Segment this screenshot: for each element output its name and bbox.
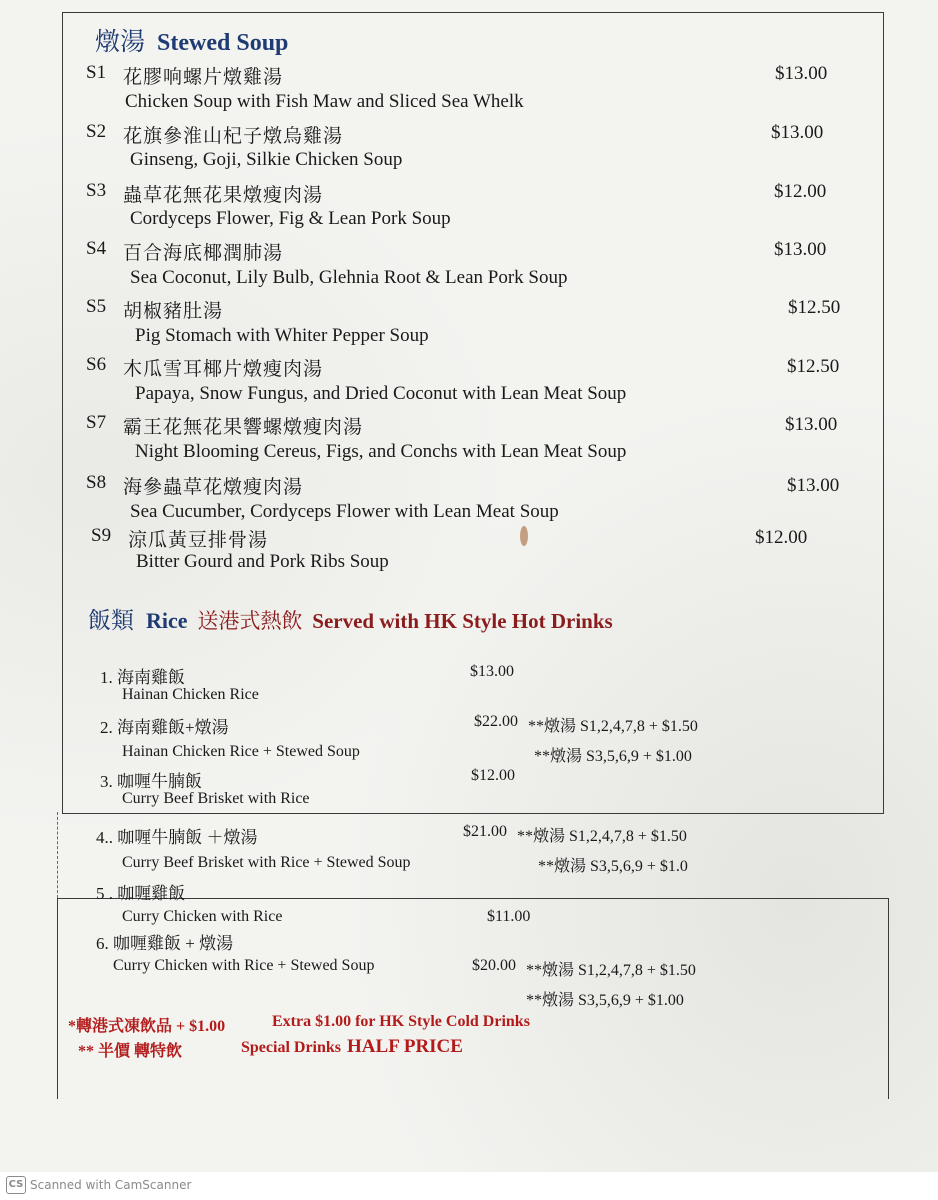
rice-item-price: $13.00: [470, 663, 514, 680]
half-price-label: HALF PRICE: [347, 1036, 463, 1057]
rice-item-name-en: Hainan Chicken Rice + Stewed Soup: [122, 743, 360, 760]
soup-code: S2: [86, 121, 107, 142]
soup-name-en: Night Blooming Cereus, Figs, and Conchs with Lean Meat Soup: [135, 441, 627, 462]
soup-price: $13.00: [785, 414, 838, 435]
soup-code: S1: [86, 62, 107, 83]
stain-mark: [520, 526, 528, 546]
rice-title-en: Rice: [146, 608, 188, 633]
soup-name-zh: 胡椒豬肚湯: [123, 301, 224, 322]
soup-price: $12.50: [787, 356, 840, 377]
soup-price: $13.00: [771, 122, 824, 143]
soup-code: S7: [86, 412, 107, 433]
rice-title-zh: 飯類: [88, 608, 134, 633]
soup-code: S3: [86, 180, 107, 201]
rice-item-name-zh: 2. 海南雞飯+燉湯: [100, 718, 229, 737]
rice-item-soup-note: **燉湯 S3,5,6,9 + $1.00: [534, 748, 692, 765]
rice-item-name-zh: 6. 咖喱雞飯 + 燉湯: [96, 934, 234, 953]
soup-name-zh: 涼瓜黃豆排骨湯: [128, 530, 269, 551]
rice-item-name-en: Curry Chicken with Rice + Stewed Soup: [113, 957, 375, 974]
soup-name-zh: 花膠响螺片燉雞湯: [123, 67, 284, 88]
soup-price: $12.50: [788, 297, 841, 318]
rice-item-price: $20.00: [472, 957, 516, 974]
rice-item-name-zh: 1. 海南雞飯: [100, 668, 185, 687]
rice-item-name-zh: 3. 咖喱牛腩飯: [100, 772, 202, 791]
soup-name-zh: 百合海底椰潤肺湯: [123, 243, 284, 264]
rice-item-name-en: Hainan Chicken Rice: [122, 686, 259, 703]
rice-item-price: $11.00: [487, 908, 531, 925]
rice-item-name-en: Curry Chicken with Rice: [122, 908, 283, 925]
soup-name-en: Bitter Gourd and Pork Ribs Soup: [136, 551, 389, 572]
soup-code: S9: [91, 525, 112, 546]
soup-name-en: Ginseng, Goji, Silkie Chicken Soup: [130, 149, 403, 170]
soup-price: $12.00: [755, 527, 808, 548]
soup-price: $13.00: [775, 63, 828, 84]
special-drinks-en: [241, 1036, 463, 1058]
soup-price: $13.00: [774, 239, 827, 260]
soup-name-en: Papaya, Snow Fungus, and Dried Coconut with Lean Meat Soup: [135, 383, 627, 404]
soup-title-en: Stewed Soup: [157, 30, 289, 56]
scanner-footer: [0, 1172, 938, 1200]
special-drinks-label: Special Drinks: [241, 1039, 342, 1056]
soup-name-zh: 霸王花無花果響螺燉瘦肉湯: [123, 417, 364, 438]
rice-item-soup-note: **燉湯 S3,5,6,9 + $1.00: [526, 992, 684, 1009]
rice-item-soup-note: **燉湯 S1,2,4,7,8 + $1.50: [526, 962, 696, 979]
rice-title-drinks-en: Served with HK Style Hot Drinks: [312, 609, 613, 633]
scanner-watermark-text: Scanned with CamScanner: [30, 1178, 192, 1192]
rice-title-drinks-zh: 送港式熱飲: [197, 609, 303, 633]
cold-drink-extra-zh: *轉港式凍飲品 + $1.00: [68, 1018, 226, 1035]
soup-name-zh: 木瓜雪耳椰片燉瘦肉湯: [123, 359, 324, 380]
soup-code: S6: [86, 354, 107, 375]
soup-price: $12.00: [774, 181, 827, 202]
dashed-border: [57, 812, 58, 898]
soup-name-en: Sea Cucumber, Cordyceps Flower with Lean Meat Soup: [130, 501, 559, 522]
rice-item-name-en: Curry Beef Brisket with Rice + Stewed Soup: [122, 854, 411, 871]
soup-name-en: Cordyceps Flower, Fig & Lean Pork Soup: [130, 208, 451, 229]
soup-code: S4: [86, 238, 107, 259]
rice-item-soup-note: **燉湯 S1,2,4,7,8 + $1.50: [528, 718, 698, 735]
soup-price: $13.00: [787, 475, 840, 496]
rice-item-soup-note: **燉湯 S3,5,6,9 + $1.0: [538, 858, 688, 875]
soup-title-zh: 燉湯: [95, 29, 146, 56]
rice-item-name-zh: 5 . 咖喱雞飯: [96, 884, 186, 903]
rice-item-name-en: Curry Beef Brisket with Rice: [122, 790, 310, 807]
soup-name-en: Chicken Soup with Fish Maw and Sliced Sea Whelk: [125, 91, 524, 112]
rice-item-price: $12.00: [471, 767, 515, 784]
cold-drink-extra-en: Extra $1.00 for HK Style Cold Drinks: [272, 1013, 530, 1030]
camscanner-icon: CS: [6, 1176, 26, 1194]
soup-name-zh: 海參蟲草花燉瘦肉湯: [123, 477, 304, 498]
rice-item-price: $22.00: [474, 713, 518, 730]
rice-section-title: [88, 602, 613, 635]
rice-item-soup-note: **燉湯 S1,2,4,7,8 + $1.50: [517, 828, 687, 845]
rice-item-price: $21.00: [463, 823, 507, 840]
soup-name-en: Pig Stomach with Whiter Pepper Soup: [135, 325, 429, 346]
soup-code: S8: [86, 472, 107, 493]
soup-name-en: Sea Coconut, Lily Bulb, Glehnia Root & Lean Pork Soup: [130, 267, 568, 288]
soup-section-title: [95, 22, 288, 58]
special-drinks-zh: ** 半價 轉特飲: [78, 1043, 183, 1060]
soup-code: S5: [86, 296, 107, 317]
soup-name-zh: 花旗參淮山杞子燉烏雞湯: [123, 126, 344, 147]
soup-name-zh: 蟲草花無花果燉瘦肉湯: [123, 185, 324, 206]
rice-item-name-zh: 4.. 咖喱牛腩飯 ＋燉湯: [96, 828, 258, 847]
